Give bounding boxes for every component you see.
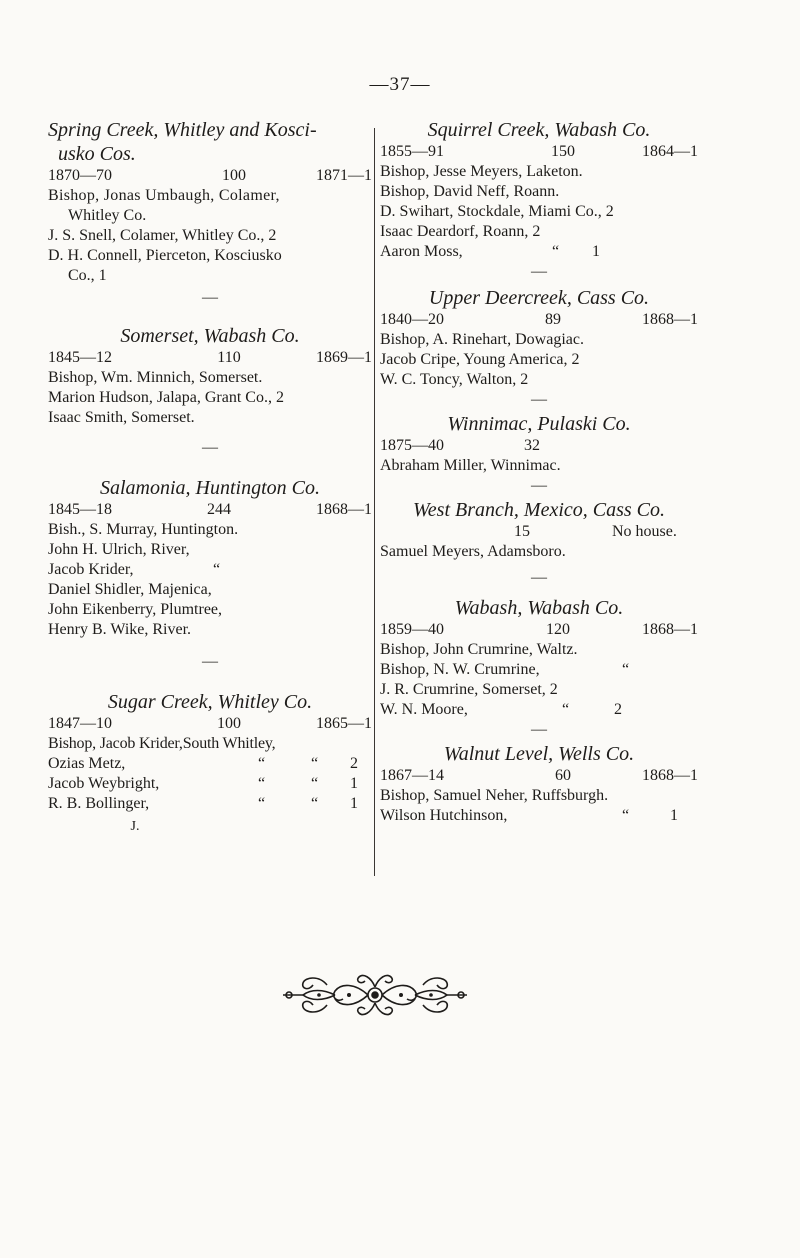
entry-stats xyxy=(48,714,372,734)
entry-name: R. B. Bollinger, xyxy=(48,795,150,812)
entry-count: 1 xyxy=(670,807,678,824)
entry-line: John Eikenberry, Plumtree, xyxy=(48,601,223,618)
entry-row xyxy=(48,774,372,794)
entry-title: Upper Deercreek, Cass Co. xyxy=(428,287,650,309)
separator: — xyxy=(531,721,547,738)
entry-line: Marion Hudson, Jalapa, Grant Co., 2 xyxy=(48,389,284,406)
entry-line: Bishop, Wm. Minnich, Somerset. xyxy=(48,369,263,386)
entry-title: Squirrel Creek, Wabash Co. xyxy=(427,119,651,141)
entry-winnimac xyxy=(380,412,698,496)
entry-count: 1 xyxy=(592,243,600,260)
entry-title xyxy=(48,118,372,166)
stat-members: 32 xyxy=(524,437,540,454)
entry-line: Abraham Miller, Winnimac. xyxy=(380,457,561,474)
entry-line: John H. Ulrich, River, xyxy=(48,541,190,558)
stat-organized: 1859—40 xyxy=(380,621,444,638)
stat-houses: No house. xyxy=(612,523,677,540)
page-number: —37— xyxy=(369,74,431,95)
stat-houses: 1865—1 xyxy=(316,715,372,732)
separator: — xyxy=(531,477,547,494)
stat-houses: 1869—1 xyxy=(316,349,372,366)
entry-line: Bishop, John Crumrine, Waltz. xyxy=(380,641,578,658)
entry-line: W. C. Toncy, Walton, 2 xyxy=(380,371,529,388)
entry-row xyxy=(380,700,698,720)
stat-organized: 1870—70 xyxy=(48,167,112,184)
entry-title: West Branch, Mexico, Cass Co. xyxy=(412,499,665,521)
entry-squirrel-creek xyxy=(380,118,698,282)
stat-organized: 1847—10 xyxy=(48,715,112,732)
entry-title: Salamonia, Huntington Co. xyxy=(99,477,320,499)
entry-line: Isaac Smith, Somerset. xyxy=(48,409,195,426)
entry-line: Whitley Co. xyxy=(68,207,147,224)
entry-count: 1 xyxy=(350,795,358,812)
entry-stats xyxy=(380,436,698,456)
entry-line: Jacob Cripe, Young America, 2 xyxy=(380,351,580,368)
entry-name: Aaron Moss, xyxy=(380,243,463,260)
entry-title-line1: Spring Creek, Whitley and Kosci- xyxy=(48,119,317,141)
entry-title: Somerset, Wabash Co. xyxy=(120,325,300,347)
entry-title: Sugar Creek, Whitley Co. xyxy=(107,691,313,713)
stat-houses: 1868—1 xyxy=(642,621,698,638)
entry-line: Daniel Shidler, Majenica, xyxy=(48,581,212,598)
stat-organized: 1845—12 xyxy=(48,349,112,366)
entry-somerset xyxy=(48,324,372,458)
entry-line: Bishop, David Neff, Roann. xyxy=(380,183,560,200)
entry-count: 2 xyxy=(350,755,358,772)
ditto-mark: “ xyxy=(311,775,319,792)
entry-title-line2: usko Cos. xyxy=(58,143,136,165)
stat-houses: 1864—1 xyxy=(642,143,698,160)
ditto-mark: “ xyxy=(311,755,319,772)
ditto-mark: “ xyxy=(562,701,570,718)
entry-name: Jacob Krider, xyxy=(48,561,134,578)
entry-name: Jacob Weybright, xyxy=(48,775,160,792)
entry-line: Bishop, Jesse Meyers, Laketon. xyxy=(380,163,583,180)
stat-members: 100 xyxy=(217,715,241,732)
ditto-mark: “ xyxy=(258,795,266,812)
entry-line: D. H. Connell, Pierceton, Kosciusko xyxy=(48,247,282,264)
stat-houses: 1868—1 xyxy=(316,501,372,518)
stat-members: 15 xyxy=(514,523,530,540)
left-column xyxy=(48,118,372,836)
stat-organized: 1840—20 xyxy=(380,311,444,328)
entry-line: J. S. Snell, Colamer, Whitley Co., 2 xyxy=(48,227,277,244)
entry-stats xyxy=(380,522,698,542)
entry-count: 2 xyxy=(614,701,622,718)
ditto-mark: “ xyxy=(622,807,630,824)
right-column xyxy=(380,118,698,826)
stat-members: 244 xyxy=(207,501,231,518)
entry-row xyxy=(48,560,372,580)
separator: — xyxy=(202,653,218,670)
stat-organized: 1875—40 xyxy=(380,437,444,454)
entry-name: Wilson Hutchinson, xyxy=(380,807,508,824)
entry-line: Co., 1 xyxy=(68,267,107,284)
entry-title: Walnut Level, Wells Co. xyxy=(443,743,635,765)
entry-stats xyxy=(48,500,372,520)
stat-houses: 1868—1 xyxy=(642,311,698,328)
entry-spring-creek xyxy=(48,118,372,308)
stat-houses: 1868—1 xyxy=(642,767,698,784)
entry-line: Samuel Meyers, Adamsboro. xyxy=(380,543,566,560)
column-divider xyxy=(374,128,375,876)
entry-line: Henry B. Wike, River. xyxy=(48,621,192,638)
separator: — xyxy=(202,289,218,306)
separator: — xyxy=(531,569,547,586)
stat-members: 110 xyxy=(217,349,241,366)
entry-stats xyxy=(380,310,698,330)
stat-organized: 1867—14 xyxy=(380,767,444,784)
stat-organized: 1845—18 xyxy=(48,501,112,518)
decorative-ornament xyxy=(275,965,475,1025)
entry-title: Winnimac, Pulaski Co. xyxy=(447,413,631,435)
entry-line: Bishop, A. Rinehart, Dowagiac. xyxy=(380,331,584,348)
entry-stats xyxy=(380,620,698,640)
entry-wabash xyxy=(380,596,698,740)
entry-name: W. N. Moore, xyxy=(380,701,468,718)
ditto-mark: “ xyxy=(311,795,319,812)
entry-stats xyxy=(380,142,698,162)
entry-west-branch xyxy=(380,498,698,588)
entry-salamonia xyxy=(48,476,372,672)
entry-line: J. R. Crumrine, Somerset, 2 xyxy=(380,681,558,698)
entry-name: Bishop, N. W. Crumrine, xyxy=(380,661,540,678)
entry-name: Ozias Metz, xyxy=(48,755,126,772)
entry-line: Bish., S. Murray, Huntington. xyxy=(48,521,239,538)
entry-sugar-creek xyxy=(48,690,372,836)
entry-title: Wabash, Wabash Co. xyxy=(454,597,624,619)
entry-line: Bishop, Samuel Neher, Ruffsburgh. xyxy=(380,787,609,804)
entry-row xyxy=(48,794,372,814)
stat-members: 150 xyxy=(551,143,575,160)
stat-members: 100 xyxy=(222,167,246,184)
stat-organized: 1855—91 xyxy=(380,143,444,160)
entry-line: Isaac Deardorf, Roann, 2 xyxy=(380,223,541,240)
entry-walnut-level xyxy=(380,742,698,826)
entry-row xyxy=(380,806,698,826)
ditto-mark: “ xyxy=(213,561,221,578)
stat-members: 120 xyxy=(546,621,570,638)
entry-upper-deercreek xyxy=(380,286,698,410)
entry-line: D. Swihart, Stockdale, Miami Co., 2 xyxy=(380,203,614,220)
entry-row xyxy=(48,754,372,774)
entry-stats xyxy=(48,166,372,186)
separator: — xyxy=(531,391,547,408)
stat-houses: 1871—1 xyxy=(316,167,372,184)
ditto-mark: “ xyxy=(552,243,560,260)
separator: — xyxy=(531,263,547,280)
entry-stats xyxy=(380,766,698,786)
ditto-mark: “ xyxy=(258,755,266,772)
entry-line: Bishop, Jonas Umbaugh, Colamer, xyxy=(48,187,280,204)
stat-members: 89 xyxy=(545,311,561,328)
entry-stats xyxy=(48,348,372,368)
separator: — xyxy=(202,439,218,456)
ditto-mark: “ xyxy=(258,775,266,792)
entry-row xyxy=(380,242,698,262)
entry-row xyxy=(380,660,698,680)
stat-members: 60 xyxy=(555,767,571,784)
ditto-mark: “ xyxy=(622,661,630,678)
entry-line: Bishop, Jacob Krider,South Whitley, xyxy=(48,735,276,752)
signature-mark: J. xyxy=(130,819,140,834)
entry-count: 1 xyxy=(350,775,358,792)
